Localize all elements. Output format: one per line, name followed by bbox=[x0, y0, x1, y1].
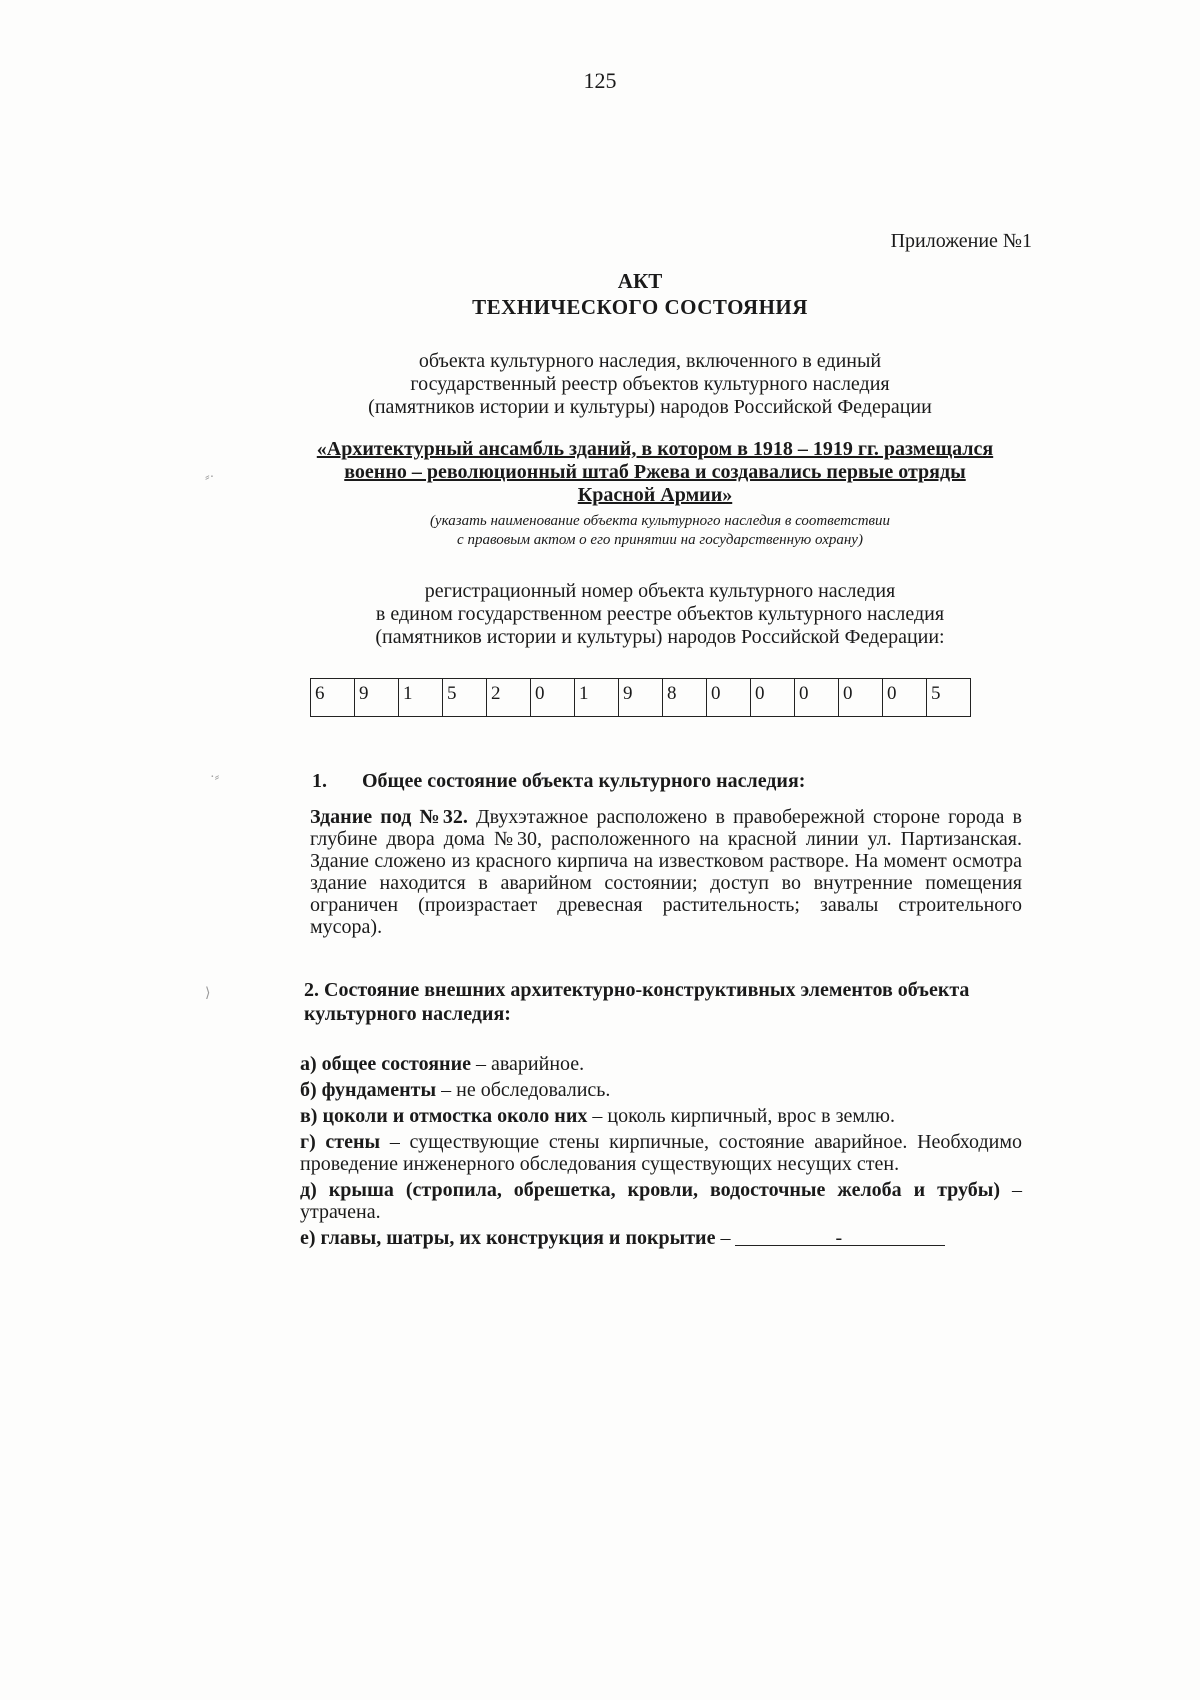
scan-margin-mark: ⸗· bbox=[205, 470, 215, 485]
object-name-line-2: военно – революционный штаб Ржева и создавались первые отряды bbox=[344, 461, 966, 483]
subtitle-line-3: (памятников истории и культуры) народов Российской Федерации bbox=[368, 396, 932, 418]
list-item bbox=[300, 1179, 1022, 1223]
object-name-hint bbox=[360, 512, 960, 550]
registration-line-1: регистрационный номер объекта культурного наследия bbox=[424, 580, 896, 602]
reg-digit: 1 bbox=[575, 679, 619, 717]
reg-digit: 0 bbox=[883, 679, 927, 717]
subtitle-line-1: объекта культурного наследия, включенного в единый bbox=[418, 350, 882, 372]
reg-digit: 0 bbox=[707, 679, 751, 717]
scan-margin-mark: ·⸗ bbox=[210, 770, 220, 785]
reg-digit: 5 bbox=[927, 679, 971, 717]
list-item-text: – цоколь кирпичный, врос в землю. bbox=[587, 1105, 895, 1127]
title-line-2: ТЕХНИЧЕСКОГО СОСТОЯНИЯ bbox=[472, 295, 808, 319]
blank-fill-value: - bbox=[835, 1227, 843, 1249]
list-item-label: б) фундаменты bbox=[300, 1079, 437, 1101]
reg-digit: 0 bbox=[751, 679, 795, 717]
scan-margin-mark: ⟩ bbox=[205, 986, 211, 1001]
section-1-text: Двухэтажное расположено в правобережной стороне города в глубине двора дома №30, расположенного на красной линии ул. Партизанская. Здание сложено из красного кирпича на известковом растворе. На момент осмотра здание находится в аварийном состоянии; доступ во внутренние помещения ограничен (произрастает древесная растительность; завалы строительного мусора). bbox=[310, 806, 1022, 938]
heritage-object-name bbox=[290, 438, 1020, 507]
reg-digit: 0 bbox=[795, 679, 839, 717]
list-item bbox=[300, 1079, 1022, 1101]
object-name-line-1: «Архитектурный ансамбль зданий, в котором в 1918 – 1919 гг. размещался bbox=[316, 438, 994, 460]
page-number: 125 bbox=[583, 68, 617, 93]
document-title bbox=[0, 268, 1200, 320]
list-item bbox=[300, 1105, 1022, 1127]
list-item-text: – утрачена. bbox=[300, 1179, 1023, 1223]
list-item-label: а) общее состояние bbox=[300, 1053, 471, 1075]
title-line-1: АКТ bbox=[617, 269, 663, 293]
reg-digit: 2 bbox=[487, 679, 531, 717]
list-item-text: – аварийное. bbox=[470, 1053, 585, 1075]
blank-fill-line bbox=[735, 1227, 945, 1249]
reg-digit: 1 bbox=[399, 679, 443, 717]
appendix-label: Приложение №1 bbox=[890, 230, 1032, 252]
registration-caption bbox=[320, 580, 1000, 649]
list-item-label: е) главы, шатры, их конструкция и покрытие bbox=[300, 1227, 716, 1249]
section-1-heading bbox=[312, 770, 805, 793]
subtitle-line-2: государственный реестр объектов культурного наследия bbox=[410, 373, 890, 395]
section-1-body bbox=[310, 806, 1022, 938]
registration-line-3: (памятников истории и культуры) народов Российской Федерации: bbox=[375, 626, 945, 648]
object-hint-line-2: с правовым актом о его принятии на государственную охрану) bbox=[457, 532, 863, 548]
list-item-label: д) крыша (стропила, обрешетка, кровли, водосточные желоба и трубы) bbox=[300, 1179, 1001, 1201]
section-1-lead: Здание под №32. bbox=[310, 806, 468, 828]
reg-digit: 0 bbox=[839, 679, 883, 717]
registration-number-row bbox=[311, 679, 971, 717]
reg-digit: 8 bbox=[663, 679, 707, 717]
object-name-line-3: Красной Армии» bbox=[577, 484, 733, 506]
section-2-list bbox=[300, 1053, 1022, 1253]
list-item-label: г) стены bbox=[300, 1131, 381, 1153]
reg-digit: 9 bbox=[355, 679, 399, 717]
registration-line-2: в едином государственном реестре объектов культурного наследия bbox=[375, 603, 945, 625]
reg-digit: 5 bbox=[443, 679, 487, 717]
list-item-text: – bbox=[715, 1227, 736, 1249]
reg-digit: 9 bbox=[619, 679, 663, 717]
list-item bbox=[300, 1053, 1022, 1075]
list-item-text: – существующие стены кирпичные, состояние аварийное. Необходимо проведение инженерного обследования существующих несущих стен. bbox=[300, 1131, 1022, 1175]
document-subtitle bbox=[300, 350, 1000, 419]
object-hint-line-1: (указать наименование объекта культурного наследия в соответствии bbox=[429, 513, 891, 529]
list-item bbox=[300, 1227, 1022, 1249]
registration-number-table bbox=[310, 678, 971, 717]
section-2-heading: 2. Состояние внешних архитектурно-конструктивных элементов объекта культурного наследия: bbox=[304, 979, 970, 1025]
list-item-text: – не обследовались. bbox=[436, 1079, 611, 1101]
section-1-number: 1. bbox=[312, 770, 327, 792]
reg-digit: 0 bbox=[531, 679, 575, 717]
list-item-label: в) цоколи и отмостка около них bbox=[300, 1105, 588, 1127]
reg-digit: 6 bbox=[311, 679, 355, 717]
list-item bbox=[300, 1131, 1022, 1175]
section-1-title: Общее состояние объекта культурного наследия: bbox=[362, 770, 806, 792]
